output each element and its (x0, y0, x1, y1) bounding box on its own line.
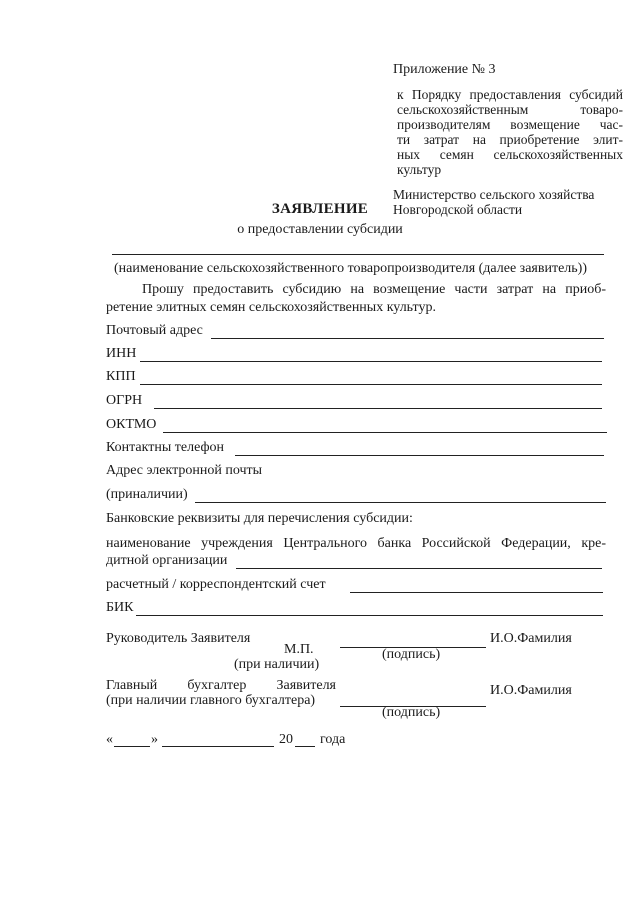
kpp-field[interactable] (140, 384, 602, 385)
date-day-field[interactable] (114, 746, 150, 747)
oktmo-field[interactable] (163, 432, 607, 433)
bank-name-field[interactable] (236, 568, 602, 569)
postal-address-field[interactable] (211, 338, 604, 339)
annex-line: к Порядку предоставления субсидий (397, 87, 623, 102)
bank-name-line: наименование учреждения Центрального банка Российской Федерации, кре- (106, 536, 606, 551)
date-year-field[interactable] (295, 746, 315, 747)
account-field[interactable] (350, 592, 603, 593)
ministry-name: Министерство сельского хозяйства (393, 187, 595, 202)
annex-line: культур (397, 162, 442, 177)
annex-line: ти затрат на приобретение элит- (397, 132, 623, 147)
bank-details-heading: Банковские реквизиты для перечисления субсидии: (106, 511, 413, 526)
email-if-any-label: (приналичии) (106, 487, 188, 502)
email-field[interactable] (195, 502, 606, 503)
kpp-label: КПП (106, 369, 136, 384)
annex-line: сельскохозяйственным товаро- (397, 102, 623, 117)
annex-line: ных семян сельскохозяйственных (397, 147, 623, 162)
page-title: ЗАЯВЛЕНИЕ (271, 201, 369, 217)
ogrn-field[interactable] (154, 408, 602, 409)
annex-header (393, 62, 623, 217)
stamp-label: М.П. (284, 642, 314, 657)
date-open-quote: « (106, 732, 113, 747)
annex-number: Приложение № 3 (393, 62, 496, 77)
chief-accountant-name: И.О.Фамилия (490, 683, 572, 698)
request-line: ретение элитных семян сельскохозяйственных культур. (106, 300, 436, 315)
annex-line: производителям возмещение час- (397, 117, 623, 132)
applicant-caption: (наименование сельскохозяйственного товаропроизводителя (далее заявитель)) (114, 261, 587, 276)
ministry-region: Новгородской области (393, 202, 523, 217)
signature-caption: (подпись) (382, 647, 441, 662)
oktmo-label: ОКТМО (106, 417, 157, 432)
request-paragraph (106, 281, 606, 317)
date-century: 20 (279, 732, 293, 747)
bank-name-label: дитной организации (106, 553, 228, 568)
inn-label: ИНН (106, 346, 137, 361)
postal-address-label: Почтовый адрес (106, 323, 203, 338)
bank-name-paragraph (106, 535, 606, 553)
stamp-note: (при наличии) (234, 657, 320, 672)
bik-label: БИК (106, 600, 134, 615)
date-close-quote: » (151, 732, 158, 747)
phone-field[interactable] (235, 455, 604, 456)
chief-accountant-line: Главный бухгалтер Заявителя (106, 678, 336, 693)
bik-field[interactable] (136, 615, 603, 616)
ogrn-label: ОГРН (106, 393, 143, 408)
email-label: Адрес электронной почты (106, 463, 263, 478)
chief-accountant-note: (при наличии главного бухгалтера) (106, 693, 316, 708)
chief-accountant-label (106, 678, 336, 708)
account-label: расчетный / корреспондентский счет (106, 577, 326, 592)
signature-caption-2: (подпись) (382, 705, 441, 720)
date-month-field[interactable] (162, 746, 274, 747)
applicant-name-field[interactable] (112, 254, 604, 255)
page-subtitle: о предоставлении субсидии (237, 222, 403, 237)
head-name: И.О.Фамилия (490, 631, 572, 646)
inn-field[interactable] (140, 361, 602, 362)
date-year-word: года (320, 732, 346, 747)
request-line: Прошу предоставить субсидию на возмещение части затрат на приоб- (142, 282, 606, 297)
head-label: Руководитель Заявителя (106, 631, 251, 646)
phone-label: Контактны телефон (106, 440, 225, 455)
